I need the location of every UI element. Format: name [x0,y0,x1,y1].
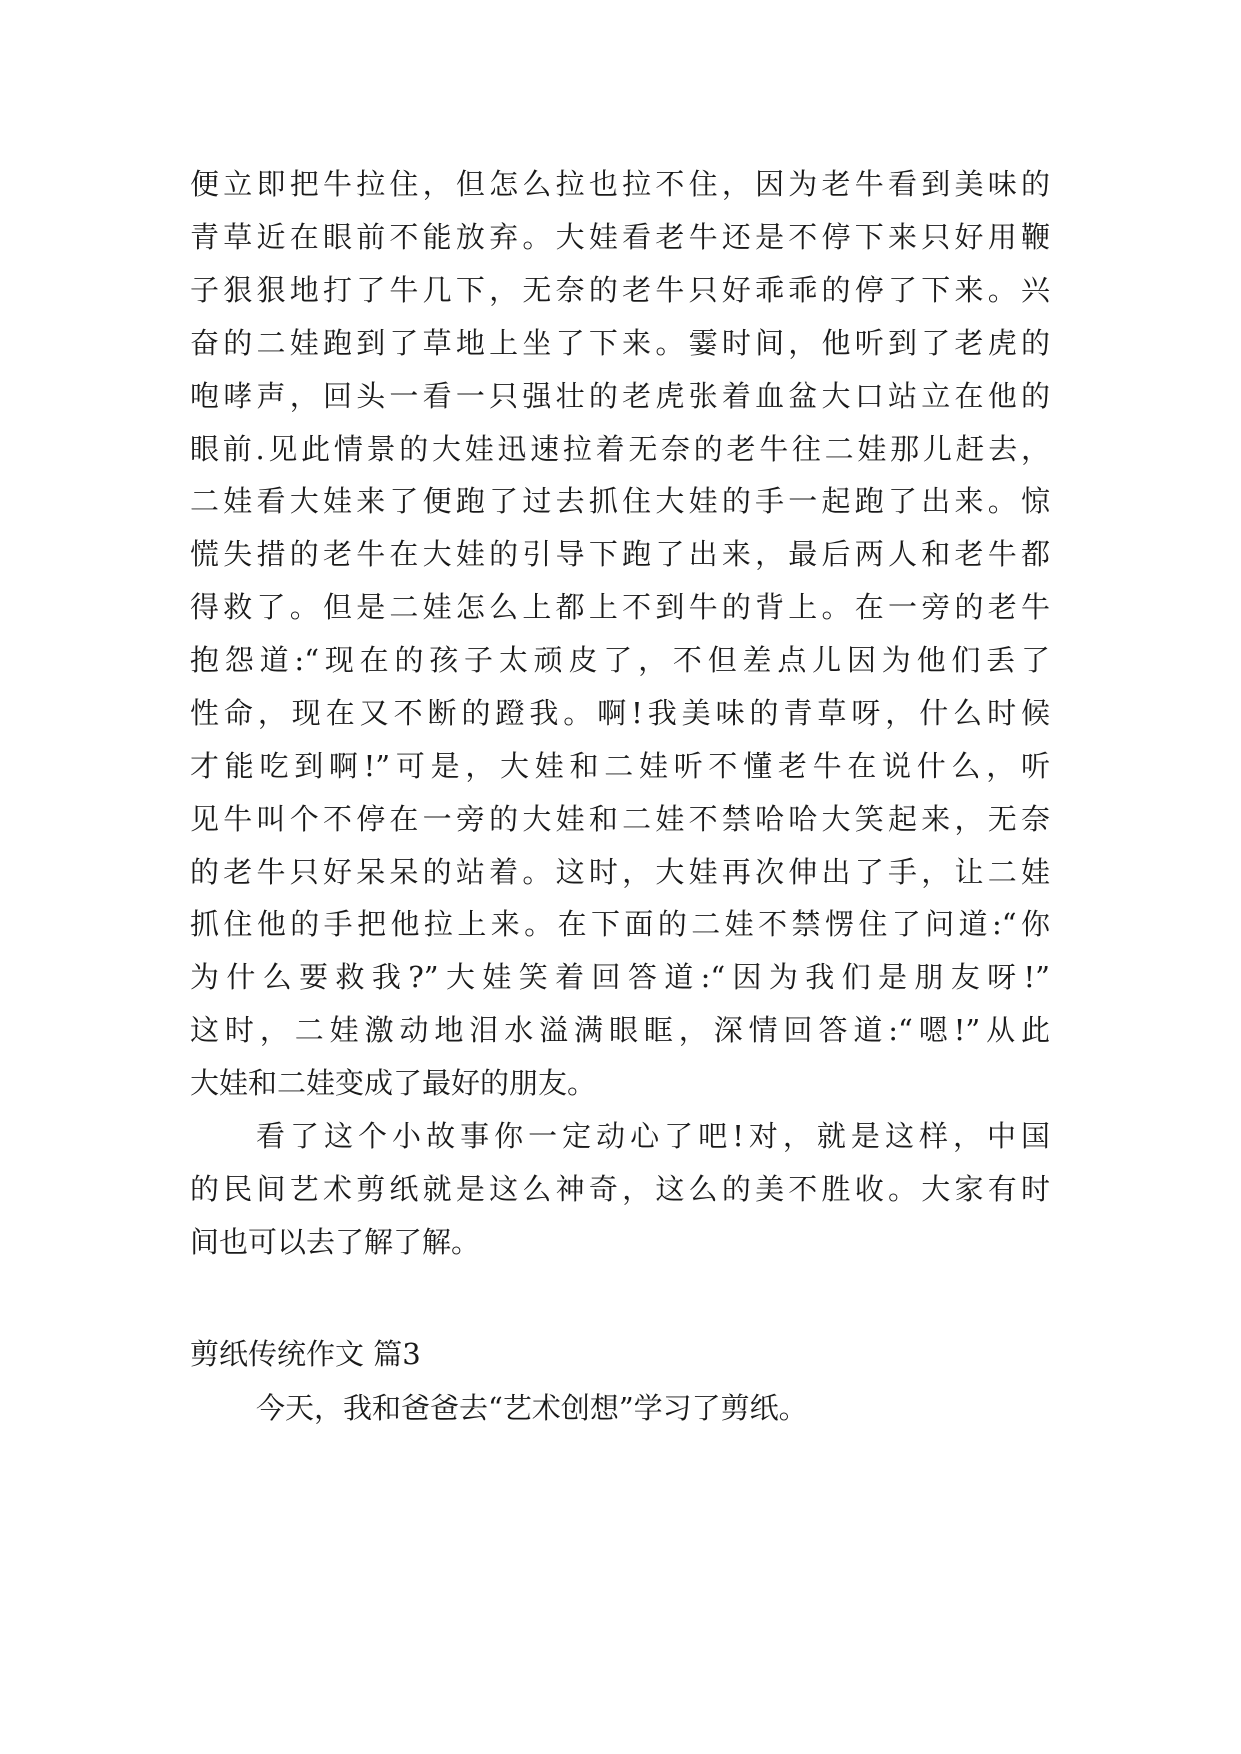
text-line: 性命，现在又不断的蹬我。啊!我美味的青草呀，什么时候 [190,696,1050,730]
text-line: 抓住他的手把他拉上来。在下面的二娃不禁愣住了问道:“你 [190,907,1050,941]
text-line: 的民间艺术剪纸就是这么神奇，这么的美不胜收。大家有时 [190,1172,1050,1206]
text-line: 便立即把牛拉住，但怎么拉也拉不住，因为老牛看到美味的 [190,167,1050,201]
text-line: 今天，我和爸爸去“艺术创想”学习了剪纸。 [256,1391,808,1425]
text-line: 眼前.见此情景的大娃迅速拉着无奈的老牛往二娃那儿赶去， [190,432,1050,466]
text-line: 为什么要救我?”大娃笑着回答道:“因为我们是朋友呀!” [190,960,1050,994]
text-line: 奋的二娃跑到了草地上坐了下来。霎时间，他听到了老虎的 [190,326,1050,360]
text-line: 得救了。但是二娃怎么上都上不到牛的背上。在一旁的老牛 [190,590,1050,624]
text-line: 咆哮声，回头一看一只强壮的老虎张着血盆大口站立在他的 [190,379,1050,413]
text-line: 看了这个小故事你一定动心了吧!对，就是这样，中国 [256,1119,1050,1153]
text-line: 二娃看大娃来了便跑了过去抓住大娃的手一起跑了出来。惊 [190,484,1050,518]
text-line: 大娃和二娃变成了最好的朋友。 [190,1066,597,1100]
text-line: 的老牛只好呆呆的站着。这时，大娃再次伸出了手，让二娃 [190,855,1050,889]
text-line: 见牛叫个不停在一旁的大娃和二娃不禁哈哈大笑起来，无奈 [190,802,1050,836]
text-line: 这时，二娃激动地泪水溢满眼眶，深情回答道:“嗯!”从此 [190,1013,1050,1047]
text-line: 青草近在眼前不能放弃。大娃看老牛还是不停下来只好用鞭 [190,220,1050,254]
text-line: 抱怨道:“现在的孩子太顽皮了，不但差点儿因为他们丢了 [190,643,1050,677]
text-line: 子狠狠地打了牛几下，无奈的老牛只好乖乖的停了下来。兴 [190,273,1050,307]
text-line: 间也可以去了解了解。 [190,1225,481,1259]
section-heading: 剪纸传统作文 篇3 [190,1337,421,1371]
text-line: 才能吃到啊!”可是，大娃和二娃听不懂老牛在说什么，听 [190,749,1050,783]
text-line: 慌失措的老牛在大娃的引导下跑了出来，最后两人和老牛都 [190,537,1050,571]
